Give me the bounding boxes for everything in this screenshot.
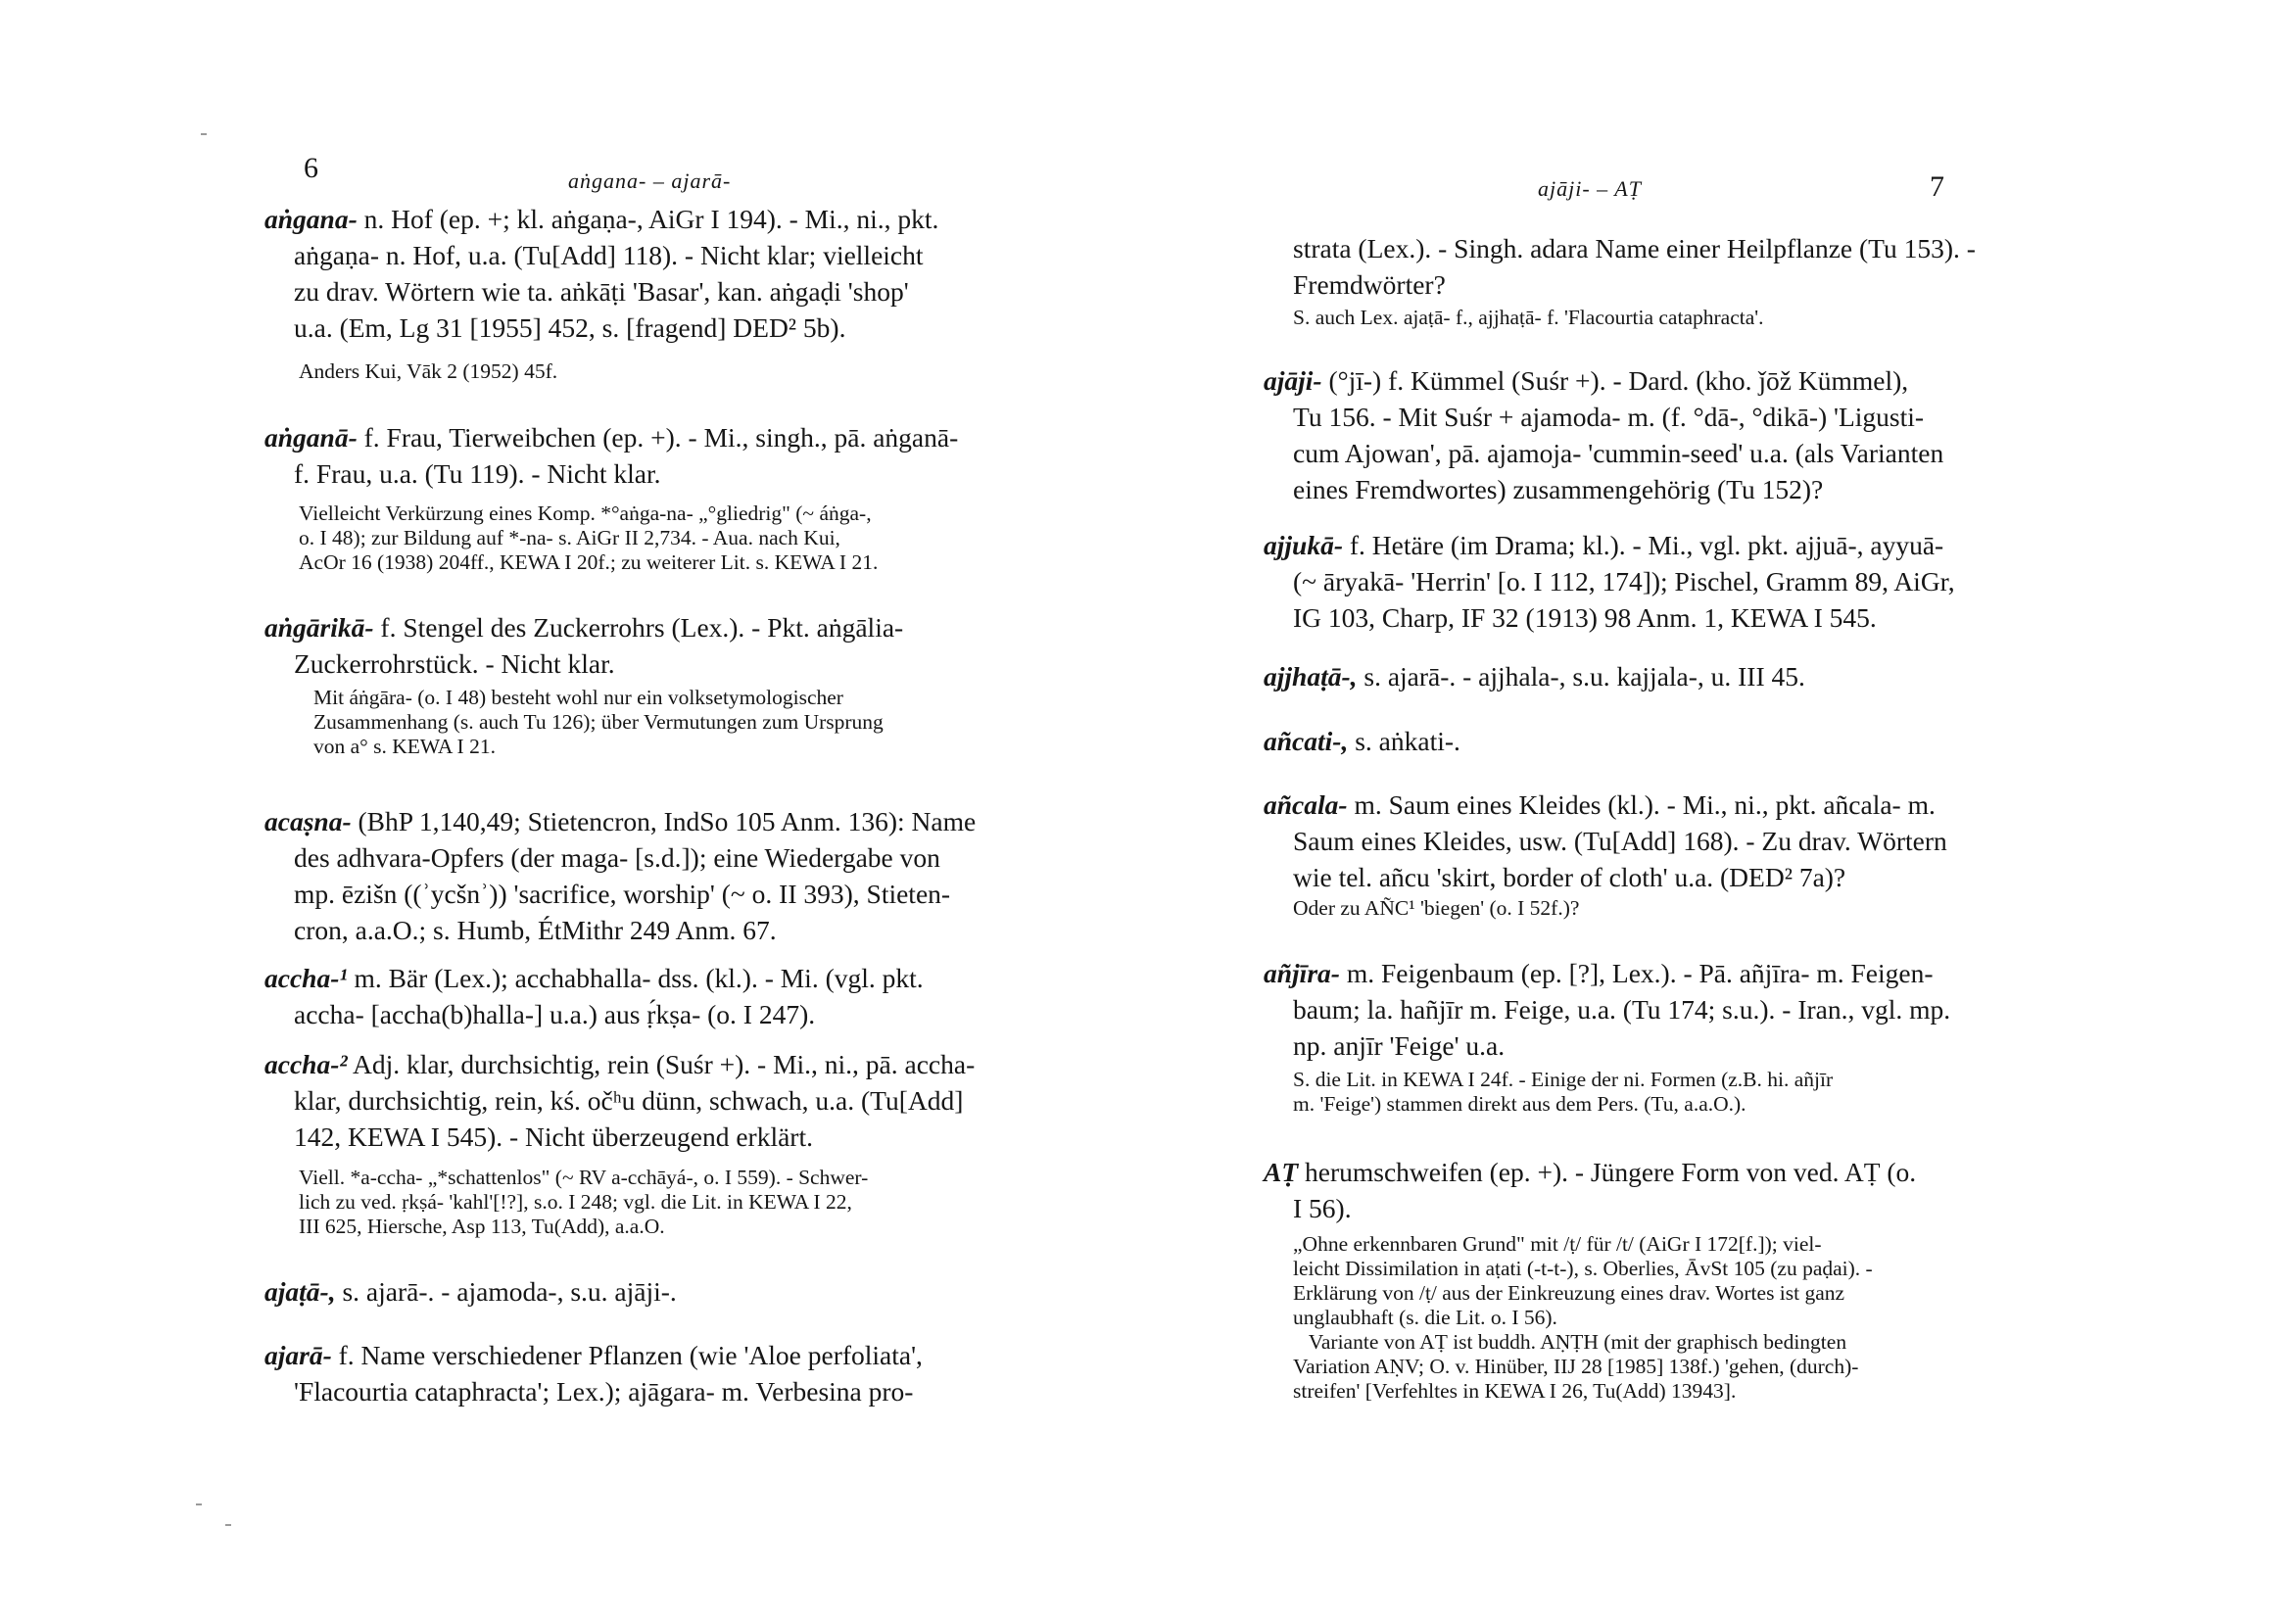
scan-mark bbox=[225, 1524, 231, 1526]
headword: acaṣna- bbox=[264, 806, 352, 836]
entry-line: klar, durchsichtig, rein, kś. očʰu dünn, schwach, u.a. (Tu[Add] bbox=[294, 1085, 964, 1116]
note-line: unglaubhaft (s. die Lit. o. I 56). bbox=[1293, 1306, 1557, 1329]
entry-line: IG 103, Charp, IF 32 (1913) 98 Anm. 1, KEWA I 545. bbox=[1293, 602, 1877, 633]
note-line: „Ohne erkennbaren Grund" mit /ṭ/ für /t/ (AiGr I 172[f.]); viel- bbox=[1293, 1232, 1822, 1256]
running-head: ajāji- – AṬ bbox=[1538, 176, 1642, 201]
note-line: m. 'Feige') stammen direkt aus dem Pers. (Tu, a.a.O.). bbox=[1293, 1092, 1746, 1116]
entry-line: baum; la. hañjīr m. Feige, u.a. (Tu 174; s.u.). - Iran., vgl. mp. bbox=[1293, 994, 1951, 1025]
entry-line: cum Ajowan', pā. ajamoja- 'cummin-seed' u.a. (als Varianten bbox=[1293, 438, 1944, 468]
entry-line: 'Flacourtia cataphracta'; Lex.); ajāgara- m. Verbesina pro- bbox=[294, 1376, 914, 1407]
note-line: Vielleicht Verkürzung eines Komp. *°aṅga-na- „°gliedrig" (~ áṅga-, bbox=[299, 501, 872, 525]
entry-line: ajjhaṭā-, s. ajarā-. - ajjhala-, s.u. kajjala-, u. III 45. bbox=[1264, 661, 1805, 692]
running-head: aṅgana- – ajarā- bbox=[568, 168, 732, 193]
entry-line: ajāji- (°jī-) f. Kümmel (Suśr +). - Dard. (kho. ǰōž Kümmel), bbox=[1264, 365, 1909, 396]
entry-at bbox=[1264, 1154, 1916, 1226]
entry-line: ajaṭā-, s. ajarā-. - ajamoda-, s.u. ajāji-. bbox=[264, 1276, 677, 1307]
entry-line: ajjukā- f. Hetäre (im Drama; kl.). - Mi., vgl. pkt. ajjuā-, ayyuā- bbox=[1264, 530, 1944, 560]
note bbox=[299, 359, 557, 384]
note-line: streifen' [Verfehltes in KEWA I 26, Tu(Add) 13943]. bbox=[1293, 1379, 1737, 1403]
entry-line: Fremdwörter? bbox=[1293, 269, 1446, 300]
headword: ajāji- bbox=[1264, 365, 1322, 396]
note-line: S. die Lit. in KEWA I 24f. - Einige der ni. Formen (z.B. hi. añjīr bbox=[1293, 1068, 1834, 1091]
headword: añjīra- bbox=[1264, 958, 1340, 988]
note bbox=[299, 501, 878, 575]
note-line: Anders Kui, Vāk 2 (1952) 45f. bbox=[299, 359, 558, 383]
headword: aṅganā- bbox=[264, 422, 358, 453]
entry-line: cron, a.a.O.; s. Humb, ÉtMithr 249 Anm. 67. bbox=[294, 915, 777, 945]
entry-line: aṅgana- n. Hof (ep. +; kl. aṅgaṇa-, AiGr I 194). - Mi., ni., pkt. bbox=[264, 204, 939, 234]
entry-line: ajarā- f. Name verschiedener Pflanzen (wie 'Aloe perfoliata', bbox=[264, 1340, 923, 1370]
entry-line: aṅganā- f. Frau, Tierweibchen (ep. +). - Mi., singh., pā. aṅganā- bbox=[264, 422, 959, 453]
note-line: AcOr 16 (1938) 204ff., KEWA I 20f.; zu weiterer Lit. s. KEWA I 21. bbox=[299, 550, 879, 574]
note-line: von a° s. KEWA I 21. bbox=[313, 735, 496, 758]
note-line: Erklärung von /ṭ/ aus der Einkreuzung eines drav. Wortes ist ganz bbox=[1293, 1281, 1845, 1305]
entry-ajaji bbox=[1264, 362, 1943, 507]
note-line: leicht Dissimilation in aṭati (-t-t-), s. Oberlies, ĀvSt 105 (zu paḍai). - bbox=[1293, 1257, 1873, 1280]
entry-line: des adhvara-Opfers (der maga- [s.d.]); eine Wiedergabe von bbox=[294, 842, 940, 873]
note-line: Variation AṆV; O. v. Hinüber, IIJ 28 [1985] 138f.) 'gehen, (durch)- bbox=[1293, 1355, 1859, 1378]
headword: ajarā- bbox=[264, 1340, 332, 1370]
entry-accha-2 bbox=[264, 1046, 975, 1155]
note bbox=[299, 1166, 868, 1239]
headword: ajjhaṭā-, bbox=[1264, 661, 1358, 692]
entry-line: acaṣna- (BhP 1,140,49; Stietencron, IndSo 105 Anm. 136): Name bbox=[264, 806, 977, 836]
entry-line: añcala- m. Saum eines Kleides (kl.). - Mi., ni., pkt. añcala- m. bbox=[1264, 789, 1936, 820]
entry-line: eines Fremdwortes) zusammengehörig (Tu 152)? bbox=[1293, 474, 1824, 504]
entry-line: AṬ herumschweifen (ep. +). - Jüngere Form von ved. AṬ (o. bbox=[1264, 1157, 1917, 1187]
headword: aṅgana- bbox=[264, 204, 358, 234]
entry-line: Tu 156. - Mit Suśr + ajamoda- m. (f. °dā-, °dikā-) 'Ligusti- bbox=[1293, 402, 1925, 432]
entry-line: Saum eines Kleides, usw. (Tu[Add] 168). - Zu drav. Wörtern bbox=[1293, 826, 1947, 856]
entry-line: 142, KEWA I 545). - Nicht überzeugend erklärt. bbox=[294, 1121, 813, 1152]
entry-ajjhata bbox=[1264, 658, 1805, 694]
note-line: lich zu ved. ṛkṣá- 'kahl'[!?], s.o. I 248; vgl. die Lit. in KEWA I 22, bbox=[299, 1190, 852, 1214]
note-line: Zusammenhang (s. auch Tu 126); über Vermutungen zum Ursprung bbox=[313, 710, 884, 734]
entry-line: strata (Lex.). - Singh. adara Name einer Heilpflanze (Tu 153). - bbox=[1293, 233, 1976, 263]
headword: accha-² bbox=[264, 1049, 348, 1079]
entry-line: np. anjīr 'Feige' u.a. bbox=[1293, 1030, 1506, 1061]
entry-line: accha-² Adj. klar, durchsichtig, rein (Suśr +). - Mi., ni., pā. accha- bbox=[264, 1049, 976, 1079]
entry-angana bbox=[264, 201, 938, 346]
note-line: III 625, Hiersche, Asp 113, Tu(Add), a.a.O. bbox=[299, 1215, 665, 1238]
headword: accha-¹ bbox=[264, 963, 348, 993]
scan-mark bbox=[201, 133, 207, 135]
entry-acasna bbox=[264, 803, 976, 948]
headword: ajjukā- bbox=[1264, 530, 1343, 560]
page-number: 6 bbox=[304, 152, 318, 184]
entry-line: Zuckerrohrstück. - Nicht klar. bbox=[294, 648, 615, 679]
note bbox=[1293, 1068, 1833, 1117]
note-line: Viell. *a-ccha- „*schattenlos" (~ RV a-cchāyá-, o. I 559). - Schwer- bbox=[299, 1166, 869, 1189]
headword: ajaṭā-, bbox=[264, 1276, 336, 1307]
note bbox=[1293, 896, 1579, 921]
entry-anjira bbox=[1264, 955, 1950, 1064]
headword: aṅgārikā- bbox=[264, 612, 374, 643]
note bbox=[1293, 1232, 1873, 1404]
headword: AṬ bbox=[1264, 1157, 1299, 1187]
entry-line: zu drav. Wörtern wie ta. aṅkāṭi 'Basar', kan. aṅgaḍi 'shop' bbox=[294, 276, 909, 307]
entry-continuation bbox=[1264, 230, 1976, 303]
headword: añcala- bbox=[1264, 789, 1348, 820]
entry-accha-1 bbox=[264, 960, 924, 1032]
page-number: 7 bbox=[1930, 170, 1944, 203]
entry-ajjuka bbox=[1264, 527, 1955, 636]
note-line: Oder zu AÑC¹ 'biegen' (o. I 52f.)? bbox=[1293, 896, 1580, 920]
note bbox=[313, 686, 884, 759]
entry-line: aṅgārikā- f. Stengel des Zuckerrohrs (Lex.). - Pkt. aṅgālia- bbox=[264, 612, 904, 643]
entry-line: f. Frau, u.a. (Tu 119). - Nicht klar. bbox=[294, 458, 661, 489]
scan-mark bbox=[196, 1503, 202, 1505]
entry-line: accha- [accha(b)halla-] u.a.) aus ṛ́kṣa- (o. I 247). bbox=[294, 999, 816, 1029]
entry-line: I 56). bbox=[1293, 1193, 1352, 1223]
note-line: Mit áṅgāra- (o. I 48) besteht wohl nur ein volksetymologischer bbox=[313, 686, 843, 709]
headword: añcati-, bbox=[1264, 726, 1349, 756]
entry-angarika bbox=[264, 609, 903, 682]
entry-ancala bbox=[1264, 787, 1947, 895]
entry-line: añcati-, s. aṅkati-. bbox=[1264, 726, 1460, 756]
entry-ancati bbox=[1264, 723, 1460, 759]
note-line: Variante von AṬ ist buddh. AṆṬH (mit der graphisch bedingten bbox=[1293, 1330, 1847, 1354]
entry-line: u.a. (Em, Lg 31 [1955] 452, s. [fragend] DED² 5b). bbox=[294, 312, 846, 343]
entry-line: aṅgaṇa- n. Hof, u.a. (Tu[Add] 118). - Nicht klar; vielleicht bbox=[294, 240, 924, 270]
note-line: o. I 48); zur Bildung auf *-na- s. AiGr II 2,734. - Aua. nach Kui, bbox=[299, 526, 840, 549]
entry-ajata bbox=[264, 1273, 677, 1310]
entry-angana-f bbox=[264, 419, 958, 492]
entry-line: wie tel. añcu 'skirt, border of cloth' u.a. (DED² 7a)? bbox=[1293, 862, 1846, 892]
entry-line: mp. ēzišn ((ʾycšnʾ)) 'sacrifice, worship' (~ o. II 393), Stieten- bbox=[294, 879, 951, 909]
entry-line: añjīra- m. Feigenbaum (ep. [?], Lex.). - Pā. añjīra- m. Feigen- bbox=[1264, 958, 1934, 988]
entry-line: (~ āryakā- 'Herrin' [o. I 112, 174]); Pischel, Gramm 89, AiGr, bbox=[1293, 566, 1955, 596]
note-line: S. auch Lex. ajaṭā- f., ajjhaṭā- f. 'Flacourtia cataphracta'. bbox=[1293, 306, 1764, 329]
entry-ajara bbox=[264, 1337, 923, 1409]
note bbox=[1293, 306, 1764, 330]
entry-line: accha-¹ m. Bär (Lex.); acchabhalla- dss. (kl.). - Mi. (vgl. pkt. bbox=[264, 963, 924, 993]
